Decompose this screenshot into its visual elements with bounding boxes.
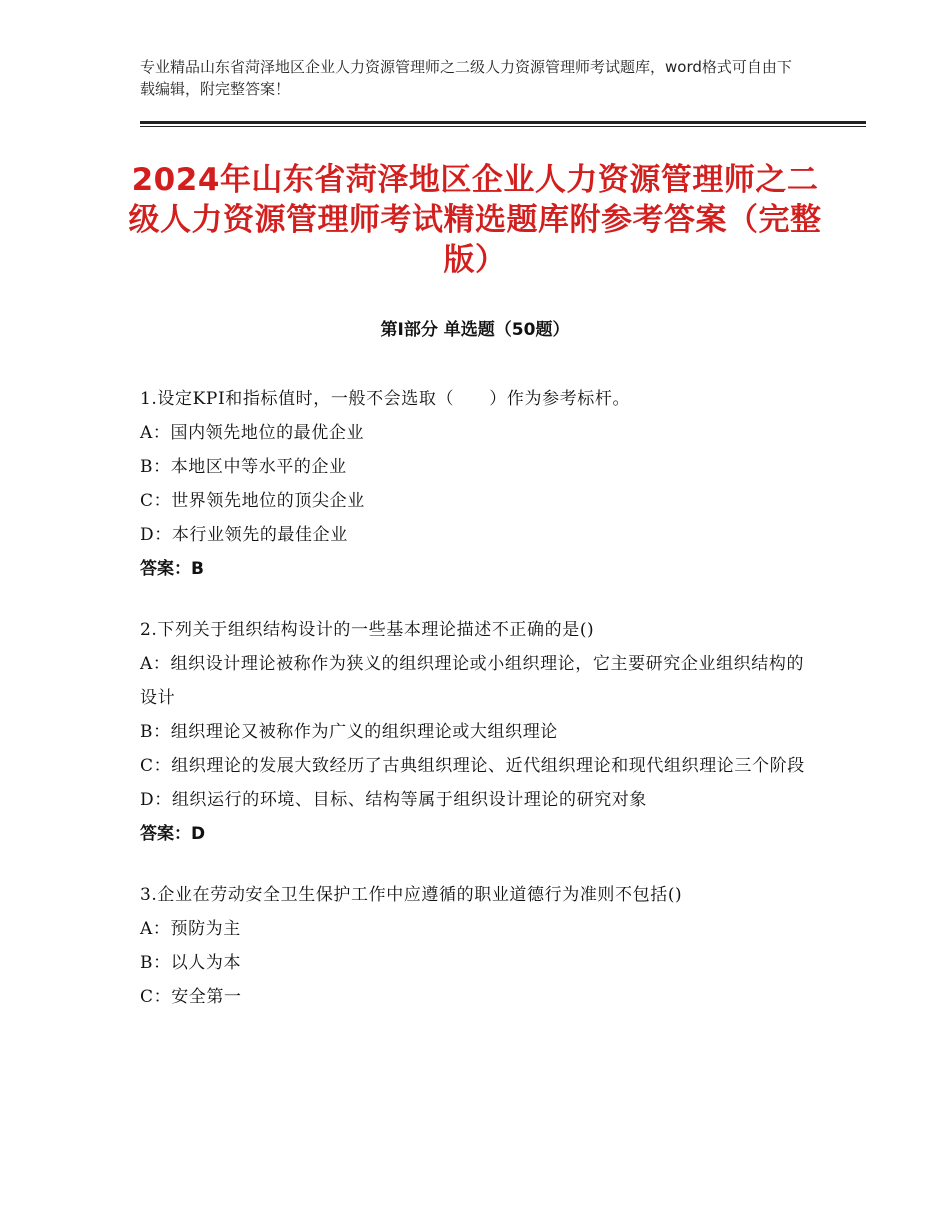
- question-stem: 3.企业在劳动安全卫生保护工作中应遵循的职业道德行为准则不包括(): [140, 885, 683, 905]
- option-c: C：安全第一: [140, 987, 242, 1007]
- option-a: A：组织设计理论被称作为狭义的组织理论或小组织理论，它主要研究企业组织结构的设计: [140, 654, 805, 708]
- option-b: B：本地区中等水平的企业: [140, 457, 347, 477]
- question-list: [140, 382, 810, 1041]
- question-1: [140, 382, 810, 586]
- answer-line: 答案：B: [140, 559, 204, 579]
- document-title: 2024年山东省菏泽地区企业人力资源管理师之二级人力资源管理师考试精选题库附参考答案（完整版）: [128, 162, 822, 278]
- header-note: 专业精品山东省菏泽地区企业人力资源管理师之二级人力资源管理师考试题库，word格式可自由下载编辑，附完整答案！: [140, 58, 792, 98]
- option-c: C：世界领先地位的顶尖企业: [140, 491, 365, 511]
- option-b: B：以人为本: [140, 953, 242, 973]
- question-stem: 1.设定KPI和指标值时，一般不会选取（ ）作为参考标杆。: [140, 389, 631, 409]
- header-rule-thick: [140, 121, 866, 124]
- answer-line: 答案：D: [140, 824, 206, 844]
- question-3: [140, 878, 810, 1014]
- option-d: D：本行业领先的最佳企业: [140, 525, 348, 545]
- header-rule-thin: [140, 126, 866, 127]
- question-2: [140, 613, 810, 851]
- option-b: B：组织理论又被称作为广义的组织理论或大组织理论: [140, 722, 558, 742]
- option-a: A：预防为主: [140, 919, 241, 939]
- question-stem: 2.下列关于组织结构设计的一些基本理论描述不正确的是(): [140, 620, 595, 640]
- option-a: A：国内领先地位的最优企业: [140, 423, 365, 443]
- section-heading: 第Ⅰ部分 单选题（50题）: [380, 320, 570, 340]
- option-d: D：组织运行的环境、目标、结构等属于组织设计理论的研究对象: [140, 790, 648, 810]
- option-c: C：组织理论的发展大致经历了古典组织理论、近代组织理论和现代组织理论三个阶段: [140, 756, 805, 776]
